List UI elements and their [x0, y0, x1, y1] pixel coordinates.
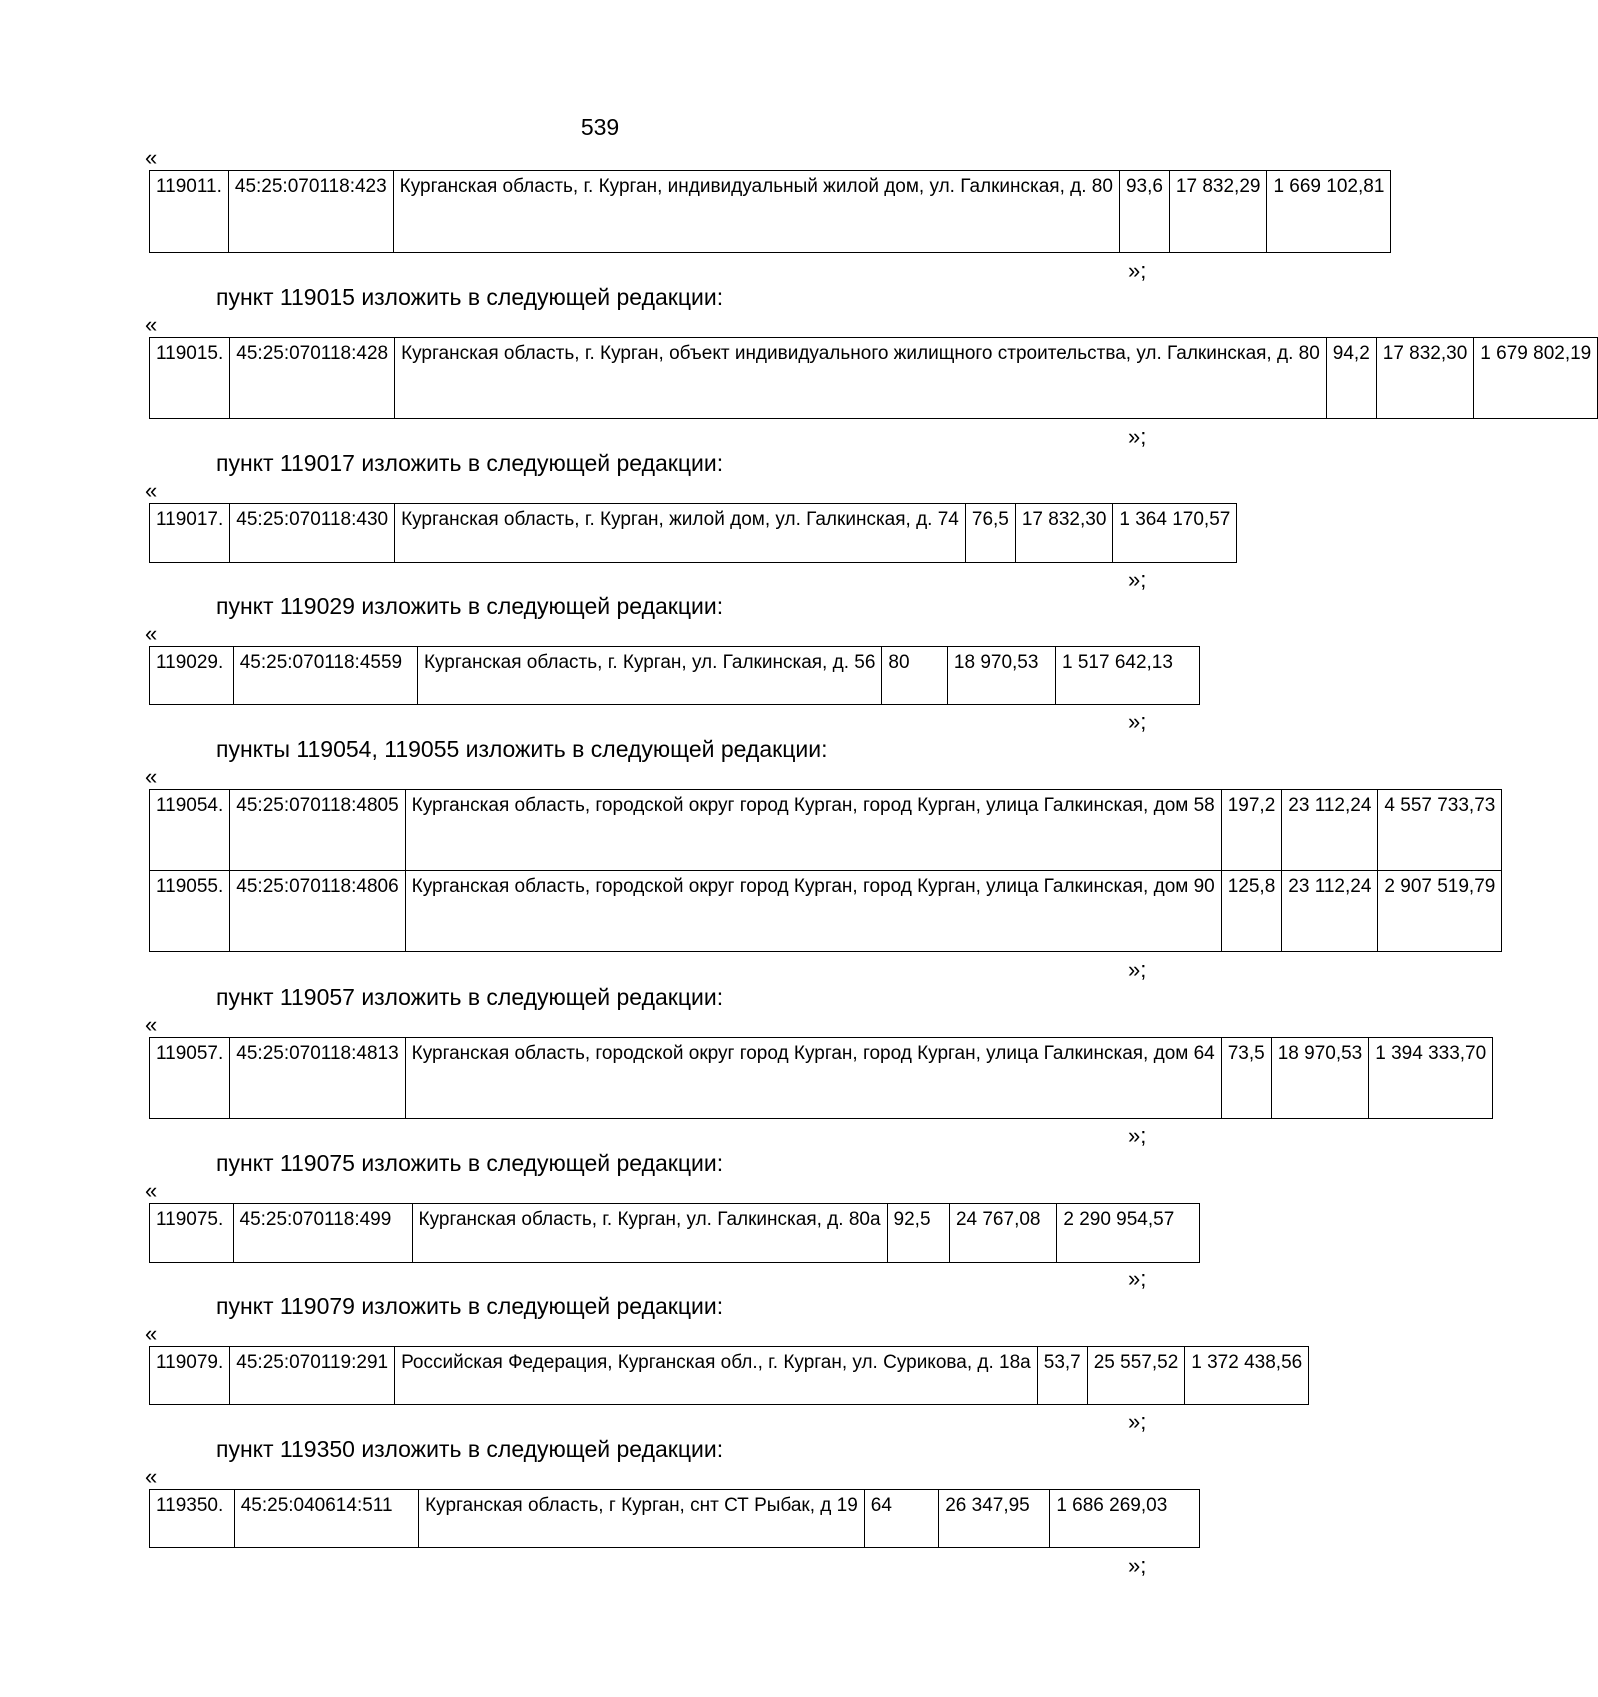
item-number: 119029.	[150, 647, 234, 705]
item-number: 119017.	[150, 504, 230, 563]
entry-table	[149, 789, 1502, 952]
cadastral-number: 45:25:040614:511	[234, 1490, 418, 1548]
item-number: 119057.	[150, 1038, 230, 1119]
unit-cost-value: 24 767,08	[949, 1204, 1056, 1263]
table-row	[150, 1038, 1493, 1119]
object-address: Курганская область, г. Курган, ул. Галкинская, д. 56	[417, 647, 881, 705]
unit-cost-value: 26 347,95	[939, 1490, 1050, 1548]
table-row	[150, 338, 1598, 419]
instruction-text: пункт 119029 изложить в следующей редакции:	[216, 593, 724, 619]
object-address: Курганская область, городской округ город Курган, город Курган, улица Галкинская, дом 58	[405, 790, 1221, 871]
unit-cost-value: 17 832,29	[1169, 171, 1267, 253]
object-address: Курганская область, г. Курган, индивидуальный жилой дом, ул. Галкинская, д. 80	[393, 171, 1119, 253]
item-number: 119055.	[150, 871, 230, 952]
unit-cost-value: 23 112,24	[1282, 871, 1378, 952]
unit-cost-value: 23 112,24	[1282, 790, 1378, 871]
instruction-text: пункт 119017 изложить в следующей редакции:	[216, 450, 724, 476]
total-cost-value: 1 679 802,19	[1474, 338, 1598, 419]
object-address: Курганская область, г. Курган, объект индивидуального жилищного строительства, ул. Галкинская, д. 80	[395, 338, 1327, 419]
entry-table	[149, 646, 1200, 705]
entry-table	[149, 1203, 1200, 1263]
cadastral-number: 45:25:070118:4806	[230, 871, 405, 952]
item-number: 119054.	[150, 790, 230, 871]
area-value: 197,2	[1221, 790, 1282, 871]
closing-quote: »;	[1128, 567, 1147, 592]
instruction-text: пункты 119054, 119055 изложить в следующей редакции:	[216, 736, 828, 762]
opening-quote: «	[145, 764, 158, 789]
instruction-text: пункт 119350 изложить в следующей редакции:	[216, 1436, 724, 1462]
page-number: 539	[580, 114, 620, 140]
object-address: Российская Федерация, Курганская обл., г. Курган, ул. Сурикова, д. 18а	[395, 1347, 1038, 1405]
object-address: Курганская область, г. Курган, ул. Галкинская, д. 80а	[412, 1204, 887, 1263]
instruction-text: пункт 119015 изложить в следующей редакции:	[216, 284, 724, 310]
item-number: 119079.	[150, 1347, 230, 1405]
instruction-text: пункт 119057 изложить в следующей редакции:	[216, 984, 724, 1010]
entry-table	[149, 1037, 1493, 1119]
table-row	[150, 1347, 1309, 1405]
closing-quote: »;	[1128, 709, 1147, 734]
total-cost-value: 1 394 333,70	[1369, 1038, 1493, 1119]
closing-quote: »;	[1128, 258, 1147, 283]
cadastral-number: 45:25:070118:430	[230, 504, 395, 563]
total-cost-value: 2 290 954,57	[1057, 1204, 1200, 1263]
entry-table	[149, 337, 1598, 419]
item-number: 119075.	[150, 1204, 234, 1263]
area-value: 94,2	[1326, 338, 1376, 419]
item-number: 119015.	[150, 338, 230, 419]
opening-quote: «	[145, 1321, 158, 1346]
opening-quote: «	[145, 621, 158, 646]
closing-quote: »;	[1128, 1409, 1147, 1434]
total-cost-value: 2 907 519,79	[1378, 871, 1502, 952]
instruction-text: пункт 119075 изложить в следующей редакции:	[216, 1150, 724, 1176]
opening-quote: «	[145, 145, 158, 170]
cadastral-number: 45:25:070118:4813	[230, 1038, 405, 1119]
table-row	[150, 790, 1502, 871]
entry-table	[149, 1346, 1309, 1405]
area-value: 76,5	[965, 504, 1015, 563]
unit-cost-value: 25 557,52	[1087, 1347, 1185, 1405]
area-value: 73,5	[1221, 1038, 1271, 1119]
opening-quote: «	[145, 478, 158, 503]
total-cost-value: 4 557 733,73	[1378, 790, 1502, 871]
total-cost-value: 1 669 102,81	[1267, 171, 1391, 253]
object-address: Курганская область, городской округ город Курган, город Курган, улица Галкинская, дом 64	[405, 1038, 1221, 1119]
cadastral-number: 45:25:070118:499	[233, 1204, 412, 1263]
closing-quote: »;	[1128, 1123, 1147, 1148]
opening-quote: «	[145, 1464, 158, 1489]
area-value: 92,5	[887, 1204, 949, 1263]
total-cost-value: 1 372 438,56	[1185, 1347, 1309, 1405]
total-cost-value: 1 517 642,13	[1056, 647, 1200, 705]
table-row	[150, 504, 1237, 563]
area-value: 64	[864, 1490, 938, 1548]
total-cost-value: 1 364 170,57	[1113, 504, 1237, 563]
opening-quote: «	[145, 1178, 158, 1203]
item-number: 119350.	[150, 1490, 235, 1548]
table-row	[150, 871, 1502, 952]
cadastral-number: 45:25:070118:4805	[230, 790, 405, 871]
opening-quote: «	[145, 312, 158, 337]
unit-cost-value: 17 832,30	[1015, 504, 1113, 563]
table-row	[150, 1204, 1200, 1263]
object-address: Курганская область, г. Курган, жилой дом, ул. Галкинская, д. 74	[395, 504, 966, 563]
entry-table	[149, 1489, 1200, 1548]
area-value: 53,7	[1037, 1347, 1087, 1405]
table-row	[150, 171, 1391, 253]
object-address: Курганская область, городской округ город Курган, город Курган, улица Галкинская, дом 90	[405, 871, 1221, 952]
entry-table	[149, 503, 1237, 563]
total-cost-value: 1 686 269,03	[1050, 1490, 1200, 1548]
closing-quote: »;	[1128, 1266, 1147, 1291]
cadastral-number: 45:25:070118:423	[228, 171, 393, 253]
cadastral-number: 45:25:070119:291	[230, 1347, 395, 1405]
table-row	[150, 647, 1200, 705]
opening-quote: «	[145, 1012, 158, 1037]
area-value: 93,6	[1119, 171, 1169, 253]
cadastral-number: 45:25:070118:428	[230, 338, 395, 419]
object-address: Курганская область, г Курган, снт СТ Рыбак, д 19	[419, 1490, 865, 1548]
instruction-text: пункт 119079 изложить в следующей редакции:	[216, 1293, 724, 1319]
entry-table	[149, 170, 1391, 253]
area-value: 125,8	[1221, 871, 1282, 952]
item-number: 119011.	[150, 171, 229, 253]
unit-cost-value: 18 970,53	[1271, 1038, 1369, 1119]
closing-quote: »;	[1128, 1553, 1147, 1578]
closing-quote: »;	[1128, 957, 1147, 982]
table-row	[150, 1490, 1200, 1548]
closing-quote: »;	[1128, 424, 1147, 449]
area-value: 80	[882, 647, 948, 705]
unit-cost-value: 17 832,30	[1376, 338, 1474, 419]
unit-cost-value: 18 970,53	[947, 647, 1055, 705]
cadastral-number: 45:25:070118:4559	[233, 647, 417, 705]
